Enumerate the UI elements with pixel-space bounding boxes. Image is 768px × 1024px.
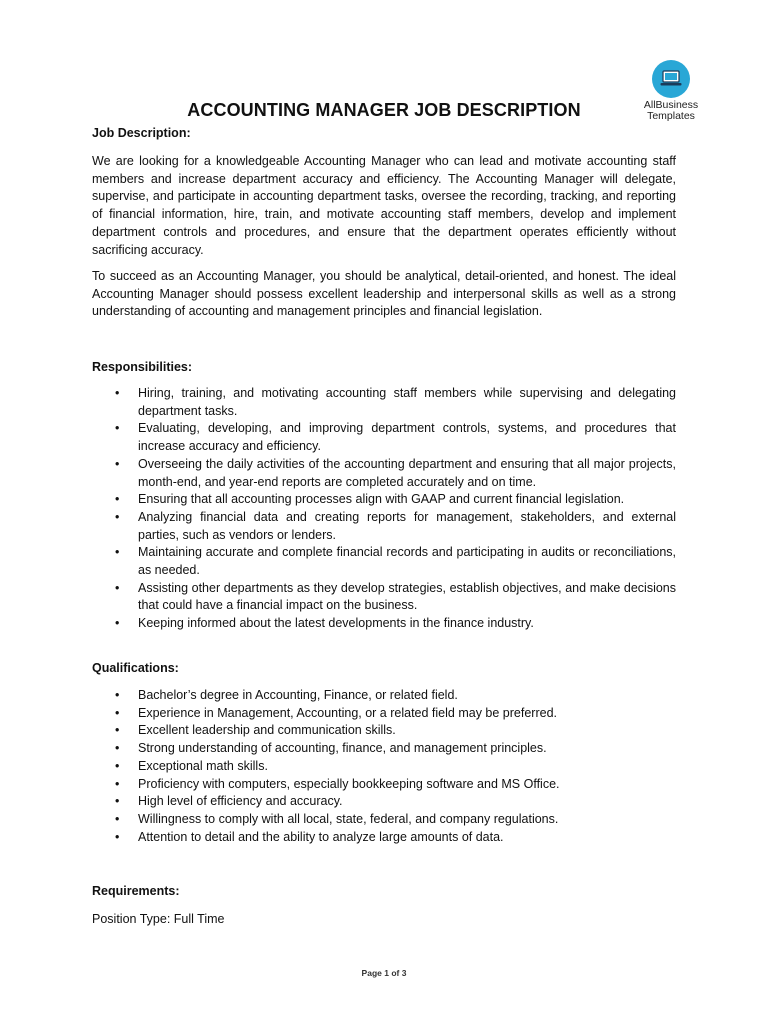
list-item-text: Assisting other departments as they develop strategies, establish objectives, and make decisions that could have a financial impact on the business. [138,580,676,613]
qualifications-list [92,687,676,846]
bullet-icon: • [115,492,120,507]
list-item-text: Ensuring that all accounting processes align with GAAP and current financial legislation. [138,492,625,507]
list-item-text: Maintaining accurate and complete financial records and participating in audits or reconciliations, as needed. [138,545,676,578]
list-item [92,829,676,847]
bullet-icon: • [115,758,120,773]
logo-text-line1: AllBusiness [643,99,699,111]
document-page [92,0,676,1024]
list-item [92,456,676,491]
job-description-heading: Job Description: [92,126,191,140]
list-item-text: Analyzing financial data and creating reports for management, stakeholders, and external parties, such as vendors or lenders. [138,509,676,542]
job-description-paragraph-2: To succeed as an Accounting Manager, you should be analytical, detail-oriented, and honest. The ideal Accounting Manager should possess excellent leadership and interpersonal skills as well as a strong understanding of accounting and management principles and financial legislation. [92,269,676,319]
list-item-text: Excellent leadership and communication skills. [138,723,396,738]
position-type: Position Type: Full Time [92,912,225,926]
list-item-text: High level of efficiency and accuracy. [138,794,343,809]
bullet-icon: • [115,421,120,436]
list-item [92,615,676,633]
responsibilities-list [92,385,676,633]
list-item-text: Bachelor’s degree in Accounting, Finance, or related field. [138,688,458,702]
bullet-icon: • [115,811,120,826]
bullet-icon: • [115,688,120,702]
qualifications-heading: Qualifications: [92,661,179,675]
list-item [92,705,676,723]
bullet-icon: • [115,386,120,400]
list-item [92,722,676,740]
bullet-icon: • [115,580,120,595]
bullet-icon: • [115,456,120,471]
logo-text-line2: Templates [647,110,695,122]
list-item-text: Hiring, training, and motivating accounting staff members while supervising and delegating department tasks. [138,386,676,418]
list-item-text: Strong understanding of accounting, finance, and management principles. [138,741,547,756]
list-item [92,509,676,544]
list-item-text: Attention to detail and the ability to analyze large amounts of data. [138,829,504,844]
list-item [92,793,676,811]
bullet-icon: • [115,545,120,560]
list-item-text: Willingness to comply with all local, state, federal, and company regulations. [138,811,559,826]
bullet-icon: • [115,776,120,791]
bullet-icon: • [115,723,120,738]
bullet-icon: • [115,705,120,720]
list-item [92,740,676,758]
list-item-text: Proficiency with computers, especially bookkeeping software and MS Office. [138,776,560,791]
job-description-paragraph-1: We are looking for a knowledgeable Accounting Manager who can lead and motivate accounting staff members and increase department accuracy and efficiency. The Accounting Manager will delegate, supervise, and participate in accounting department tasks, oversee the recording, tracking, and reporting of financial information, hire, train, and motivate accounting staff members, develop and implement department controls and procedures, and ensure that the department operates efficiently without sacrificing accuracy. [92,154,676,257]
list-item [92,811,676,829]
list-item [92,544,676,579]
list-item [92,758,676,776]
document-title: ACCOUNTING MANAGER JOB DESCRIPTION [187,100,581,120]
requirements-heading: Requirements: [92,884,180,898]
list-item [92,687,676,705]
list-item-text: Experience in Management, Accounting, or a related field may be preferred. [138,705,557,720]
list-item-text: Overseeing the daily activities of the accounting department and ensuring that all major projects, month-end, and year-end reports are completed accurately and on time. [138,456,676,489]
bullet-icon: • [115,794,120,809]
page-number: Page 1 of 3 [361,968,407,978]
list-item [92,420,676,455]
list-item-text: Evaluating, developing, and improving department controls, systems, and procedures that increase accuracy and efficiency. [138,421,676,454]
list-item [92,491,676,509]
list-item-text: Keeping informed about the latest developments in the finance industry. [138,616,534,631]
list-item-text: Exceptional math skills. [138,758,268,773]
responsibilities-heading: Responsibilities: [92,360,193,374]
list-item [92,776,676,794]
bullet-icon: • [115,616,120,631]
list-item [92,385,676,420]
bullet-icon: • [115,741,120,756]
bullet-icon: • [115,509,120,524]
bullet-icon: • [115,829,120,844]
list-item [92,580,676,615]
